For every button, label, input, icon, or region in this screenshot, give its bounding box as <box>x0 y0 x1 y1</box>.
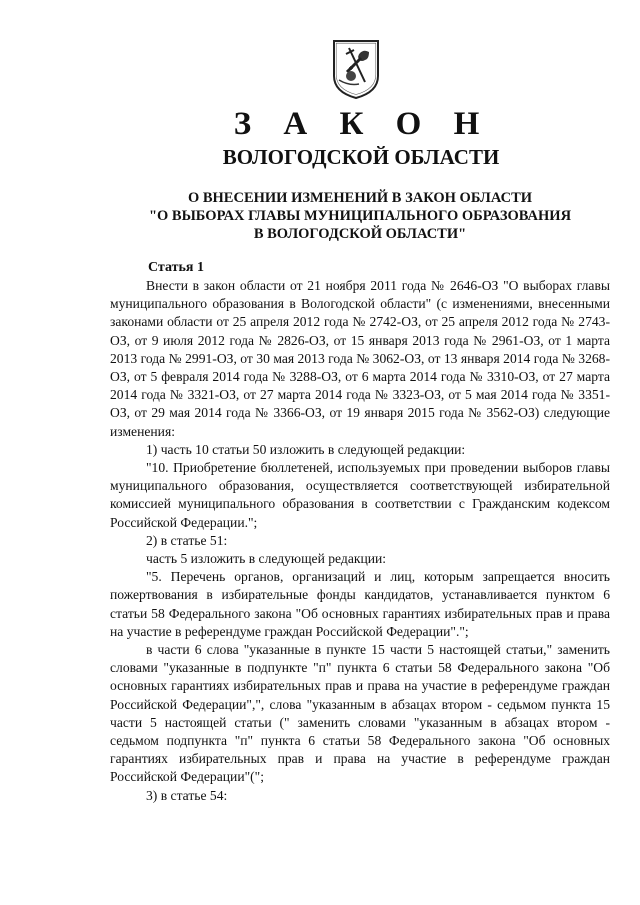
law-subject-line: В ВОЛОГОДСКОЙ ОБЛАСТИ" <box>253 226 467 242</box>
law-region: ВОЛОГОДСКОЙ ОБЛАСТИ <box>222 145 500 169</box>
paragraph: "5. Перечень органов, организаций и лиц, которым запрещается вносить пожертвования в избирательные фонды кандидатов, устанавливается пунктом 6 статьи 58 Федерального закона "Об основных гарантиях избирательных прав и права на участие в референдуме граждан Российской Федерации"."; <box>110 569 610 639</box>
paragraph: в части 6 слова "указанные в пункте 15 части 5 настоящей статьи," заменить словами "указанные в подпункте "п" пункта 6 статьи 58 Федерального закона "Об основных гарантиях избирательных прав и права на участие в референдуме граждан Российской Федерации",", слова "указанным в абзацах втором - седьмом пункта 15 части 5 настоящей статьи (" заменить словами "указанным в абзацах втором - седьмом подпункта "п" пункта 6 статьи 58 Федерального закона "Об основных гарантиях избирательных прав и права на участие в референдуме граждан Российской Федерации"("; <box>110 642 610 785</box>
paragraph: 1) часть 10 статьи 50 изложить в следующей редакции: <box>146 441 466 457</box>
paragraph: "10. Приобретение бюллетеней, используемых при проведении выборов главы муниципального образования, осуществляется соответствующей избирательной комиссией муниципального образования в соответствии с Гражданским кодексом Российской Федерации."; <box>110 460 610 530</box>
article-heading: Статья 1 <box>148 260 204 275</box>
law-title: З А К О Н <box>233 106 492 142</box>
law-subject-line: "О ВЫБОРАХ ГЛАВЫ МУНИЦИПАЛЬНОГО ОБРАЗОВАНИЯ <box>148 208 572 224</box>
law-subject <box>120 189 600 243</box>
law-subject-line: О ВНЕСЕНИИ ИЗМЕНЕНИЙ В ЗАКОН ОБЛАСТИ <box>187 190 533 206</box>
paragraph: Внести в закон области от 21 ноября 2011 года № 2646-ОЗ "О выборах главы муниципального образования в Вологодской области" (с изменениями, внесенными законами области от 25 апреля 2012 года № 2742-ОЗ, от 25 апреля 2012 года № 2743-ОЗ, от 9 июля 2012 года № 2826-ОЗ, от 15 января 2013 года № 2961-ОЗ, от 1 марта 2013 года № 2991-ОЗ, от 30 мая 2013 года № 3062-ОЗ, от 13 января 2014 года № 3268-ОЗ, от 5 февраля 2014 года № 3288-ОЗ, от 6 марта 2014 года № 3310-ОЗ, от 27 марта 2014 года № 3321-ОЗ, от 27 марта 2014 года № 3323-ОЗ, от 5 мая 2014 года № 3351-ОЗ, от 29 мая 2014 года № 3366-ОЗ, от 19 января 2015 года № 3562-ОЗ) следующие изменения: <box>110 278 610 439</box>
paragraph: 2) в статье 51: <box>146 532 228 548</box>
coat-of-arms-icon <box>331 38 381 100</box>
paragraph: 3) в статье 54: <box>146 787 228 803</box>
coat-of-arms-svg <box>331 38 381 100</box>
paragraph: часть 5 изложить в следующей редакции: <box>146 551 387 567</box>
article-body <box>110 277 610 805</box>
